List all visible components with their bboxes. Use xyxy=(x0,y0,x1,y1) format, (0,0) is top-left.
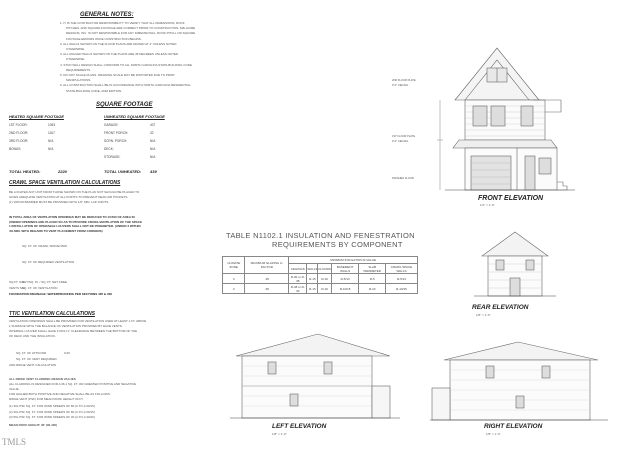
front-elevation-label: FRONT ELEVATION xyxy=(478,195,544,202)
front-elevation-note: 9'-0" CEILING xyxy=(392,140,409,143)
attic-psf-line: (3) 50L PSF SQ. FT. FOR WIND SPEEDS OF 30 (2-TO-3 40/40) xyxy=(9,415,95,419)
attic-bold-line: VALUE. xyxy=(9,387,20,391)
table-cell: R-19 xyxy=(318,274,331,284)
table-row xyxy=(223,274,418,284)
crawl-note-line: BE LOCATED ANY UNIT FROM THOSE SHOWN ON THE PLAN NOT SHOULD BE PLACED TO xyxy=(9,190,140,194)
crawl-bold-line: (UNDER OPENINGS ARE PLACED SO AS TO PROVIDE CROSS-VENTILATION OF THE SPACE xyxy=(9,219,142,224)
crawl-calc-label: VENTS N/A xyxy=(9,286,25,290)
unheated-item-value: 32 xyxy=(150,131,154,135)
attic-psf-line: (2) 40L PSF SQ. FT. FOR WIND SPEEDS OF 80 (2-TO-3 20/15) xyxy=(9,409,95,414)
right-elevation-scale: 1/8" = 1'-0" xyxy=(486,432,501,436)
table-header-cell: MAXIMUM GLAZING U-FACTOR xyxy=(245,257,289,274)
right-elevation-label: RIGHT ELEVATION xyxy=(484,423,543,430)
heated-item-value: 1167 xyxy=(48,131,55,135)
table-cell: R-19 xyxy=(318,284,331,294)
front-elevation-note: 9'-0" CEILING xyxy=(392,84,409,87)
left-elevation-scale: 1/8" = 1'-0" xyxy=(272,432,287,436)
general-note-line: 3. ALL ANGLED WALLS SHOWN ON THE PLANS ARE 45 DEGREES UNLESS NOTED xyxy=(60,52,179,57)
attic-bold-line: FOR HIGHER BOTH POSITIVE AND NEGATIVE SHALL BE AS FOLLOWS: xyxy=(9,392,111,396)
general-note-line: DESIGNS, INC. IS NOT RESPONSIBLE FOR ANY DIMENSIONAL, ROOF PITCH, OR SQUARE xyxy=(66,31,196,36)
left-elevation-drawing xyxy=(228,330,403,425)
rear-elevation-label: REAR ELEVATION xyxy=(472,304,529,311)
table-header-cell: BASEMENT WALLS xyxy=(331,264,359,274)
right-elevation-drawing xyxy=(430,338,610,428)
attic-bold-line: RIDGE VENT (PSF) FOR MEAN ROOF HEIGHT 30 FT. xyxy=(9,397,84,401)
table-title-1: TABLE N1102.1 INSULATION AND FENESTRATION xyxy=(226,231,415,240)
table-cell: .35 xyxy=(245,284,289,294)
attic-note-line: VENTILATION OPENINGS SHALL BE PROVIDED FOR VENTILATION USED AT LEAST 1 FT. ABOVE xyxy=(9,319,147,323)
square-footage-title: SQUARE FOOTAGE xyxy=(96,102,153,108)
table-cell: R-38 or R-30 xyxy=(289,284,307,294)
attic-vent-title: TTIC VENTILATION CALCULATIONS xyxy=(9,311,95,317)
total-heated-value: 2220 xyxy=(58,169,67,174)
attic-psf-line: (1) 30L PSF SQ. FT. FOR WIND SPEEDS OF 80 (2-TO-3 20/15) xyxy=(9,404,95,408)
general-note-line: OTHERWISE. xyxy=(66,57,85,62)
table-header-cell: FLOORS xyxy=(318,264,331,274)
table-header-cell: WALLS xyxy=(307,264,318,274)
front-elevation-scale: 1/4" = 1'-0" xyxy=(480,203,495,207)
corner-watermark: TMLS xyxy=(2,437,27,447)
crawl-calc-line: SQ. FT. OF REQUIRED VENTILATION xyxy=(22,260,75,264)
crawl-bold-line: 4% MIN. WITH REGARD TO VENT PLACEMENT FROM CORNERS) xyxy=(9,228,103,233)
attic-calc-line: SQ. FT. OF VENT REQUIRED xyxy=(16,357,57,361)
heated-item-label: 1ST FLOOR: xyxy=(9,123,28,127)
heated-item-label: 3RD FLOOR: xyxy=(9,139,29,143)
heated-item-value: N/A xyxy=(48,147,54,151)
table-cell: R-15 xyxy=(307,274,318,284)
total-unheated-label: TOTAL UNHEATED: xyxy=(104,169,142,174)
general-note-line: REQUIREMENTS. xyxy=(66,67,92,72)
general-note-line: FOOTAGE ERRORS ONCE CONSTRUCTION BEGINS. xyxy=(66,36,142,41)
general-note-line: OTHERWISE. xyxy=(66,47,85,51)
crawl-note-line: GIVES ADEQUATE VENTILATION AT ALL POINTS TO PREVENT DEAD AIR POCKETS. xyxy=(9,195,129,199)
general-note-line: PITCHES, AND SQUARE FOOTAGE ARE CORRECT PRIOR TO CONSTRUCTION. M&I HOME xyxy=(66,26,196,31)
unheated-item-label: GARAGE: xyxy=(104,123,119,127)
heated-item-label: BONUS: xyxy=(9,147,22,151)
attic-calc-line: SQ. FT. OF ATTIC/300 xyxy=(16,351,47,355)
unheated-item-value: N/A xyxy=(150,139,156,143)
unheated-item-value: N/A xyxy=(150,147,156,151)
rear-elevation-scale: 1/8" = 1'-0" xyxy=(476,313,491,317)
front-elevation-note: FINISHED FLOOR xyxy=(392,177,414,180)
unheated-item-value: N/A xyxy=(150,155,156,159)
general-note-line: 6. ALL CONSTRUCTION SHALL BE IN ACCORDANCE WITH NORTH CAROLINA RESIDENTIAL xyxy=(60,83,191,88)
table-header-cell: CRAWL SPACE WALLS xyxy=(385,264,417,274)
front-elevation-note: 1ST FLOOR PLATE xyxy=(392,135,416,138)
attic-note-line: INTERNAL LOUVER SHALL HAVE 3 INCH 1" CLEARANCE BETWEEN THE BOTTOM OF THE xyxy=(9,329,138,333)
table-cell: R-10 xyxy=(359,284,386,294)
front-elevation-note: 2ND FLOOR PLATE xyxy=(392,79,416,82)
table-cell: 3 xyxy=(223,274,245,284)
general-note-line: STATE BUILDING CODE, 2018 EDITION. xyxy=(66,88,122,93)
unheated-header: UNHEATED SQUARE FOOTAGE xyxy=(104,114,165,119)
heated-item-value: N/A xyxy=(48,139,54,143)
table-cell: R-5/13 xyxy=(331,274,359,284)
attic-bold-line: ALL CLADDING IS DESIGNED FOR A 36.1 SQ. FT. OR GREATER POSITIVE AND NEGATIVE xyxy=(9,382,136,386)
attic-bold-line: ALL RIDGE VENT CLADDING DESIGN VALUES xyxy=(9,377,76,381)
crawl-bold-line: 1 INSTALLATION OF OPERABLE LOUVERS SHALL NOT BE PROHIBITED. (UNDER 3 WITHIN xyxy=(9,224,141,228)
heated-item-label: 2ND FLOOR: xyxy=(9,131,29,135)
table-cell: R-30 or R-38 xyxy=(289,274,307,284)
crawl-calc-line: NET/SQ. IN. / SQ. FT. NET FREE xyxy=(22,280,67,284)
general-note-line: 5. DO NOT SCALE PLANS. DRAWING SCALE MAY BE DISTORTED DUE TO PRINT xyxy=(60,73,175,77)
general-note-line: 2. ALL WALLS SHOWN ON THE FLOOR PLANS ARE DRAWN AT 4" UNLESS NOTED xyxy=(60,41,177,46)
rear-elevation-drawing xyxy=(470,228,560,303)
crawl-calc-line: SQ. FT. OF VENTILATION xyxy=(22,286,58,290)
general-note-line: 4. STUD WALL DESIGN SHALL CONFORM TO ALL NORTH CAROLINA STATE BUILDING CODE xyxy=(60,62,192,67)
heated-header: HEATED SQUARE FOOTAGE xyxy=(9,114,64,119)
crawl-calc-line: SQ. FT. OF CRAWL SPACE/1500 xyxy=(22,244,67,248)
table-header-cell: SLAB PERIMETER xyxy=(359,264,386,274)
table-cell: 4 xyxy=(223,284,245,294)
attic-ridge-note: AND RIDGE VENT CALCULATION xyxy=(9,363,57,367)
table-header-cell: CLIMATE ZONE xyxy=(223,257,245,274)
total-heated-label: TOTAL HEATED: xyxy=(9,169,41,174)
total-unheated-value: 439 xyxy=(150,169,157,174)
heated-item-value: 1053 xyxy=(48,123,56,127)
general-notes-title: GENERAL NOTES: xyxy=(80,12,134,18)
left-elevation-label: LEFT ELEVATION xyxy=(272,423,327,430)
mean-roof-height: MEAN ROOF HEIGHT: 30' (30.400) xyxy=(9,423,58,427)
table-cell: R-10/15 xyxy=(385,284,417,294)
unheated-item-label: DECK: xyxy=(104,147,114,151)
crawl-bold-line: IN TOTAL AREA OF VENTILATION OPENINGS MAY BE REDUCED TO 1/1500 OF AREA IN xyxy=(9,215,135,219)
table-title-2: REQUIREMENTS BY COMPONENT xyxy=(272,240,403,249)
table-cell: .35 xyxy=(245,274,289,284)
table-cell: R-15 xyxy=(307,284,318,294)
unheated-item-label: FRONT PORCH: xyxy=(104,131,129,135)
crawl-note-line: (1) VAPOR BARRIER MUST BE PROVIDED WITH 1/2" MIN. LAP JOINTS. xyxy=(9,200,110,204)
front-elevation-drawing xyxy=(425,40,600,200)
unheated-item-label: SCRN. PORCH: xyxy=(104,139,128,143)
table-min-header: MINIMUM INSULATION R-VALUE xyxy=(289,257,418,264)
general-note-line: 1. IT IS THE CONTRACTOR RESPONSIBILITY TO VERIFY THAT ALL DIMENSIONS, ROOF xyxy=(60,21,185,25)
table-cell: R-5 xyxy=(359,274,386,284)
crawl-vent-title: CRAWL SPACE VENTILATION CALCULATIONS xyxy=(9,180,121,186)
unheated-item-label: STORAGE: xyxy=(104,155,121,159)
insulation-table xyxy=(222,256,418,294)
table-cell: R-5/13 xyxy=(385,274,417,284)
attic-note-line: 1 SURFACE WITH THE BALANCE OF VENTILATION PROVIDED BY EAVE VENTS. xyxy=(9,324,123,328)
foundation-note: FOUNDATION DRAINAGE: WATERPROOFING PER SECTIONS 405 & 406 xyxy=(9,292,112,296)
table-header-cell: CEILINGS xyxy=(289,264,307,274)
attic-calc-value: 0.00 xyxy=(64,351,70,355)
attic-note-line: OF DECK AND THE INSULATION. xyxy=(9,334,56,338)
general-note-line: MANIPULATIONS. xyxy=(66,78,92,83)
table-cell: R-10/15 xyxy=(331,284,359,294)
crawl-calc-label: SQ.FT. N/A xyxy=(9,280,25,284)
table-row xyxy=(223,284,418,294)
unheated-item-value: 407 xyxy=(150,123,156,127)
